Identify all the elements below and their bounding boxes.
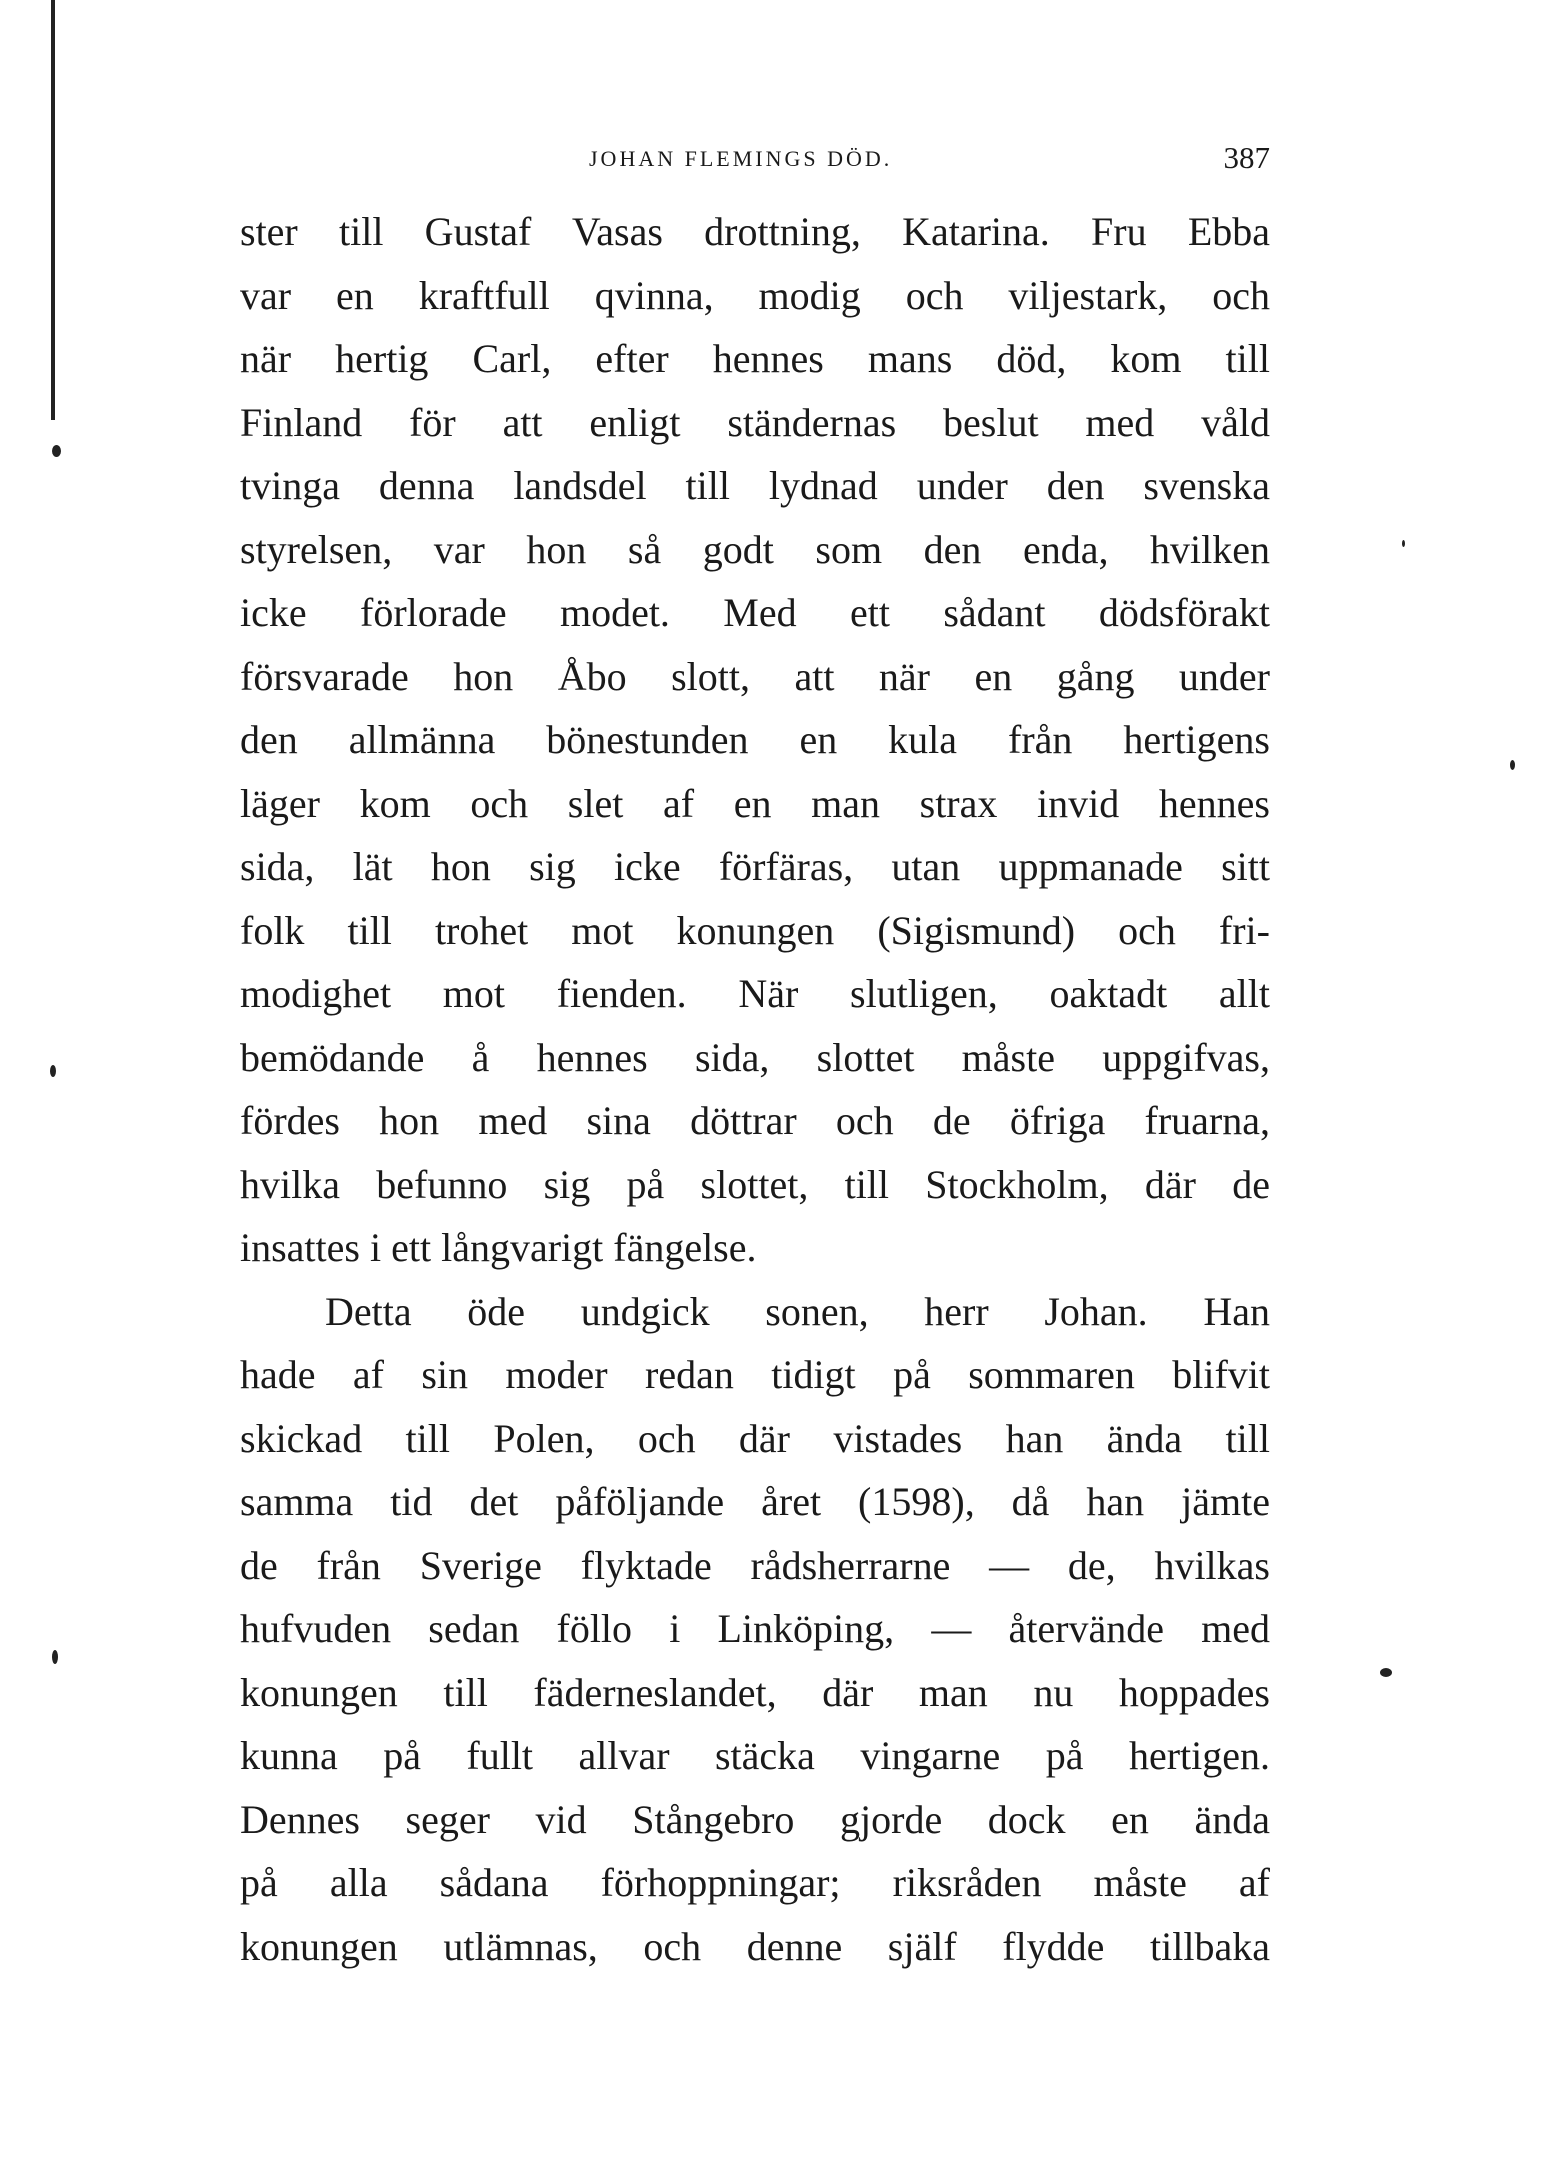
text-line: styrelsen, var hon så godt som den enda, hvilken	[240, 526, 1270, 572]
text-line: fördes hon med sina döttrar och de öfriga fruarna,	[240, 1098, 1270, 1143]
text-line: på alla sådana förhoppningar; riksråden måste af	[240, 1860, 1270, 1905]
text-line: Dennes seger vid Stångebro gjorde dock en ända	[240, 1796, 1270, 1842]
text-line: hufvuden sedan föllo i Linköping, — återvände med	[240, 1606, 1270, 1651]
text-line: skickad till Polen, och där vistades han ända till	[240, 1415, 1270, 1461]
text-line: läger kom och slet af en man strax invid hennes	[240, 780, 1270, 826]
text-line: folk till trohet mot konungen (Sigismund) och fri-	[240, 907, 1270, 953]
page-header	[240, 140, 1270, 180]
text-line: ster till Gustaf Vasas drottning, Katarina. Fru Ebba	[240, 209, 1270, 254]
scan-speck	[50, 1065, 56, 1077]
text-line: de från Sverige flyktade rådsherrarne — de, hvilkas	[240, 1542, 1270, 1588]
text-line: försvarade hon Åbo slott, att när en gång under	[240, 653, 1270, 699]
scan-speck	[1402, 540, 1405, 547]
paragraph	[240, 200, 1270, 1280]
text-line: hvilka befunno sig på slottet, till Stockholm, där de	[240, 1161, 1270, 1207]
running-head: JOHAN FLEMINGS DÖD.	[589, 146, 893, 171]
scan-speck	[1380, 1668, 1392, 1677]
text-line: icke förlorade modet. Med ett sådant dödsförakt	[240, 590, 1270, 635]
text-line: den allmänna bönestunden en kula från hertigens	[240, 717, 1270, 762]
scan-speck	[52, 445, 61, 457]
body-text	[240, 200, 1270, 1978]
page-number: 387	[1223, 140, 1270, 175]
scan-speck	[52, 1650, 58, 1664]
text-line: hade af sin moder redan tidigt på sommaren blifvit	[240, 1352, 1270, 1397]
text-line: tvinga denna landsdel till lydnad under den svenska	[240, 463, 1270, 508]
paragraph	[240, 1280, 1270, 1979]
text-line: när hertig Carl, efter hennes mans död, kom till	[240, 336, 1270, 381]
text-line: konungen utlämnas, och denne själf flydde tillbaka	[240, 1923, 1270, 1969]
text-line: modighet mot fienden. När slutligen, oaktadt allt	[240, 971, 1270, 1016]
text-line: insattes i ett långvarigt fängelse.	[240, 1225, 757, 1270]
text-line: Detta öde undgick sonen, herr Johan. Han	[325, 1288, 1270, 1334]
text-line: sida, lät hon sig icke förfäras, utan uppmanade sitt	[240, 844, 1270, 889]
scan-speck	[1510, 760, 1515, 770]
text-line: samma tid det påföljande året (1598), då han jämte	[240, 1479, 1270, 1524]
text-line: konungen till fäderneslandet, där man nu hoppades	[240, 1669, 1270, 1715]
text-line: Finland för att enligt ständernas beslut med våld	[240, 399, 1270, 445]
text-line: kunna på fullt allvar stäcka vingarne på hertigen.	[240, 1733, 1270, 1778]
text-line: bemödande å hennes sida, slottet måste uppgifvas,	[240, 1034, 1270, 1080]
binding-edge-shadow	[51, 0, 55, 420]
text-line: var en kraftfull qvinna, modig och viljestark, och	[240, 272, 1270, 318]
